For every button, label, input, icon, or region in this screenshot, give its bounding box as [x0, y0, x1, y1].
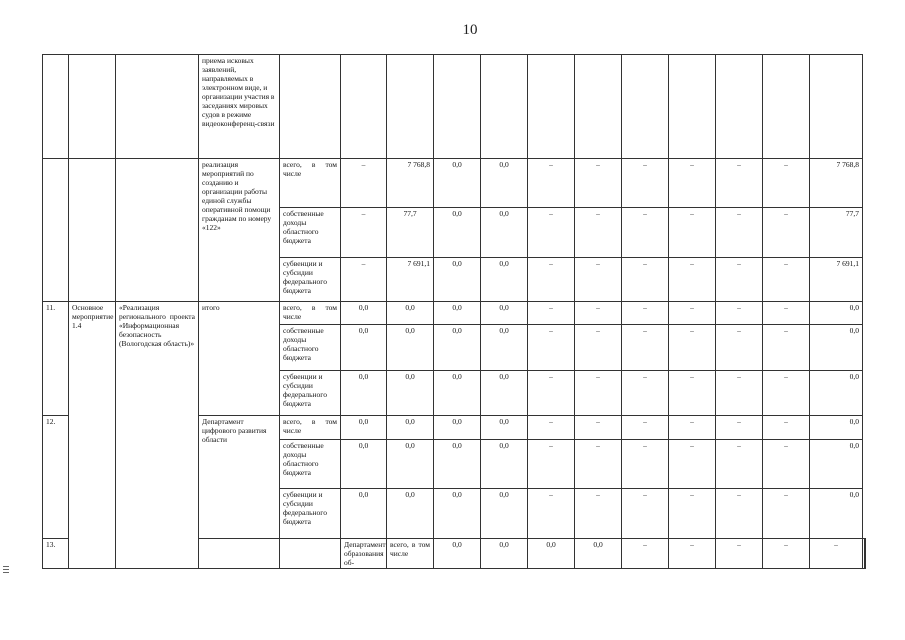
value-cell: –	[528, 258, 575, 302]
value-cell: –	[763, 159, 810, 208]
value-cell: –	[716, 302, 763, 325]
value-cell: –	[716, 416, 763, 440]
value-cell: –	[575, 258, 622, 302]
source-cell: собственные доходы областного бюджета	[280, 208, 341, 258]
value-cell: 0,0	[481, 416, 528, 440]
value-cell: –	[763, 302, 810, 325]
value-cell	[763, 55, 810, 159]
value-cell: 7 768,8	[387, 159, 434, 208]
value-cell: 0,0	[387, 416, 434, 440]
executor-cell: реализация мероприятий по созданию и организации работы единой службы оперативной помощи гражданам по номеру «122»	[199, 159, 280, 302]
value-cell: –	[575, 325, 622, 371]
total-cell: 7 768,8	[810, 159, 863, 208]
value-cell: 0,0	[434, 325, 481, 371]
value-cell: –	[810, 539, 863, 569]
row-number	[43, 55, 69, 159]
value-cell: –	[716, 489, 763, 539]
value-cell: –	[622, 489, 669, 539]
value-cell: –	[716, 440, 763, 489]
value-cell: –	[669, 440, 716, 489]
value-cell: 0,0	[387, 371, 434, 416]
value-cell: 0,0	[481, 208, 528, 258]
value-cell: –	[763, 416, 810, 440]
value-cell: 0,0	[434, 440, 481, 489]
value-cell: 0,0	[434, 539, 481, 569]
budget-table	[42, 54, 866, 569]
value-cell: –	[622, 258, 669, 302]
project-name-cell: «Реализация регионального проекта «Информационная безопасность (Вологодская область)»	[116, 302, 199, 569]
event-name-cell	[69, 55, 116, 159]
project-name-cell	[280, 539, 341, 569]
value-cell: 0,0	[387, 302, 434, 325]
value-cell: 0,0	[387, 325, 434, 371]
project-name-cell	[116, 159, 199, 302]
executor-cell: приема исковых заявлений, направляемых в электронном виде, и организации участия в заседаниях мировых судов в режиме видеоконференц-связи	[199, 55, 280, 159]
total-cell: 7 691,1	[810, 258, 863, 302]
source-cell: собственные доходы областного бюджета	[280, 440, 341, 489]
value-cell	[669, 55, 716, 159]
binding-marks	[3, 566, 9, 575]
row-number: 12.	[43, 416, 69, 539]
source-cell: всего, в том числе	[280, 416, 341, 440]
value-cell: 0,0	[341, 440, 387, 489]
value-cell: –	[341, 159, 387, 208]
value-cell: 0,0	[341, 416, 387, 440]
value-cell: –	[575, 208, 622, 258]
value-cell: 0,0	[434, 416, 481, 440]
source-cell: собственные доходы областного бюджета	[280, 325, 341, 371]
value-cell: 0,0	[341, 489, 387, 539]
value-cell: –	[669, 159, 716, 208]
total-cell: 0,0	[810, 302, 863, 325]
total-cell: 0,0	[810, 371, 863, 416]
value-cell	[341, 55, 387, 159]
value-cell: 0,0	[434, 258, 481, 302]
value-cell: –	[622, 159, 669, 208]
value-cell: –	[763, 539, 810, 569]
value-cell	[434, 55, 481, 159]
value-cell: 0,0	[434, 302, 481, 325]
value-cell: 0,0	[387, 489, 434, 539]
value-cell: –	[575, 302, 622, 325]
table-row	[43, 159, 866, 208]
value-cell	[716, 55, 763, 159]
event-name-cell	[199, 539, 280, 569]
value-cell	[575, 55, 622, 159]
value-cell: –	[622, 302, 669, 325]
value-cell: –	[528, 489, 575, 539]
value-cell: 0,0	[481, 302, 528, 325]
total-cell: 0,0	[810, 416, 863, 440]
value-cell: –	[622, 208, 669, 258]
source-cell: субвенции и субсидии федерального бюджета	[280, 371, 341, 416]
value-cell: –	[575, 159, 622, 208]
row-number	[43, 159, 69, 302]
total-cell	[864, 539, 866, 569]
value-cell: 0,0	[434, 159, 481, 208]
source-cell	[280, 55, 341, 159]
value-cell: –	[763, 325, 810, 371]
value-cell: –	[763, 208, 810, 258]
event-name-cell: Основное мероприятие 1.4	[69, 302, 116, 569]
value-cell: –	[528, 159, 575, 208]
source-cell: субвенции и субсидии федерального бюджета	[280, 258, 341, 302]
value-cell: –	[716, 258, 763, 302]
value-cell: –	[716, 371, 763, 416]
table-row	[43, 55, 866, 159]
value-cell: –	[622, 440, 669, 489]
value-cell: –	[622, 371, 669, 416]
value-cell: 0,0	[575, 539, 622, 569]
total-cell: 0,0	[810, 489, 863, 539]
value-cell: –	[528, 302, 575, 325]
value-cell: –	[669, 489, 716, 539]
source-cell: субвенции и субсидии федерального бюджета	[280, 489, 341, 539]
project-name-cell	[116, 55, 199, 159]
value-cell: –	[341, 258, 387, 302]
value-cell: –	[669, 371, 716, 416]
source-cell: всего, в том числе	[387, 539, 434, 569]
row-number: 11.	[43, 302, 69, 416]
value-cell: 0,0	[434, 208, 481, 258]
value-cell: 0,0	[528, 539, 575, 569]
value-cell: 0,0	[481, 159, 528, 208]
row-number: 13.	[43, 539, 69, 569]
total-cell	[810, 55, 863, 159]
value-cell: 0,0	[341, 371, 387, 416]
value-cell: –	[575, 416, 622, 440]
total-cell: 77,7	[810, 208, 863, 258]
value-cell: 0,0	[387, 440, 434, 489]
value-cell: 0,0	[434, 489, 481, 539]
value-cell: –	[528, 208, 575, 258]
value-cell	[622, 55, 669, 159]
total-cell: 0,0	[810, 440, 863, 489]
value-cell: –	[763, 371, 810, 416]
value-cell: 0,0	[481, 371, 528, 416]
value-cell: –	[716, 539, 763, 569]
total-cell: 0,0	[810, 325, 863, 371]
value-cell: –	[669, 208, 716, 258]
value-cell: –	[669, 302, 716, 325]
value-cell: 0,0	[481, 539, 528, 569]
value-cell: –	[528, 440, 575, 489]
value-cell: 7 691,1	[387, 258, 434, 302]
value-cell: –	[763, 258, 810, 302]
value-cell: –	[716, 208, 763, 258]
value-cell: 0,0	[434, 371, 481, 416]
value-cell: –	[575, 440, 622, 489]
value-cell: 0,0	[341, 302, 387, 325]
value-cell: –	[763, 489, 810, 539]
value-cell: –	[575, 371, 622, 416]
value-cell: –	[669, 539, 716, 569]
value-cell: –	[622, 325, 669, 371]
page-number: 10	[462, 22, 478, 38]
value-cell	[387, 55, 434, 159]
executor-cell: Департамент образования об-	[341, 539, 387, 569]
value-cell: –	[528, 371, 575, 416]
value-cell: –	[622, 416, 669, 440]
value-cell	[481, 55, 528, 159]
value-cell: –	[716, 159, 763, 208]
executor-cell: итого	[199, 302, 280, 416]
executor-cell: Департамент цифрового развития области	[199, 416, 280, 539]
value-cell: 0,0	[341, 325, 387, 371]
source-cell: всего, в том числе	[280, 302, 341, 325]
event-name-cell	[69, 159, 116, 302]
value-cell: 0,0	[481, 258, 528, 302]
value-cell: –	[716, 325, 763, 371]
value-cell: 77,7	[387, 208, 434, 258]
table-row	[43, 302, 866, 325]
value-cell: –	[622, 539, 669, 569]
value-cell: –	[341, 208, 387, 258]
value-cell: –	[669, 325, 716, 371]
value-cell: –	[669, 416, 716, 440]
value-cell: 0,0	[481, 489, 528, 539]
value-cell: –	[763, 440, 810, 489]
value-cell: 0,0	[481, 325, 528, 371]
value-cell: –	[528, 325, 575, 371]
value-cell: 0,0	[481, 440, 528, 489]
value-cell: –	[575, 489, 622, 539]
value-cell: –	[528, 416, 575, 440]
value-cell	[528, 55, 575, 159]
source-cell: всего, в том числе	[280, 159, 341, 208]
value-cell: –	[669, 258, 716, 302]
